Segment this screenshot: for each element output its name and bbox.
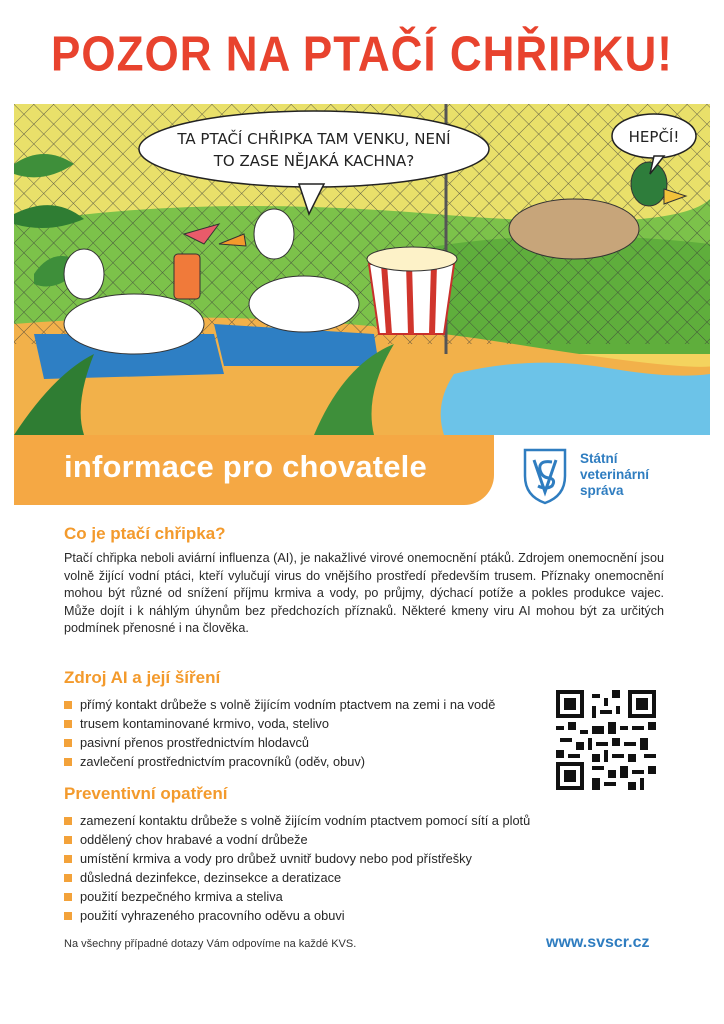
bullet-icon <box>64 701 72 709</box>
list-item: trusem kontaminované krmivo, voda, stelivo <box>64 714 554 733</box>
bullet-icon <box>64 758 72 766</box>
bullet-icon <box>64 739 72 747</box>
info-band <box>14 435 494 505</box>
speech-bubble-left-line2: TO ZASE NĚJAKÁ KACHNA? <box>213 152 415 170</box>
svs-logo <box>520 446 710 506</box>
bullet-icon <box>64 855 72 863</box>
logo-line-3: správa <box>580 483 624 498</box>
website-link[interactable]: www.svscr.cz <box>546 934 650 951</box>
bullet-icon <box>64 836 72 844</box>
page-title: POZOR NA PTAČÍ CHŘIPKU! <box>51 27 673 82</box>
prevention-list <box>64 811 664 925</box>
section-what-is <box>64 524 664 638</box>
bullet-icon <box>64 893 72 901</box>
list-item: zamezení kontaktu drůbeže s volně žijícím vodním ptactvem pomocí sítí a plotů <box>64 811 664 830</box>
logo-text <box>580 451 649 499</box>
bullet-icon <box>64 874 72 882</box>
cartoon-illustration <box>14 104 710 435</box>
logo-line-2: veterinární <box>580 467 650 482</box>
speech-bubble-right: HEPČÍ! <box>628 128 680 146</box>
list-item: zavlečení prostřednictvím pracovníků (oděv, obuv) <box>64 752 554 771</box>
list-item: pasivní přenos prostřednictvím hlodavců <box>64 733 554 752</box>
speech-bubble-left-line1: TA PTAČÍ CHŘIPKA TAM VENKU, NENÍ <box>177 130 451 148</box>
list-item: umístění krmiva a vody pro drůbež uvnitř budovy nebo pod přístřešky <box>64 849 664 868</box>
list-item: důsledná dezinfekce, dezinsekce a deratizace <box>64 868 664 887</box>
footer-note: Na všechny případné dotazy Vám odpovíme na každé KVS. <box>64 938 357 950</box>
list-item: přímý kontakt drůbeže s volně žijícím vodním ptactvem na zemi i na vodě <box>64 695 554 714</box>
section2-heading: Zdroj AI a její šíření <box>64 668 221 687</box>
list-item: použití vyhrazeného pracovního oděvu a obuvi <box>64 906 664 925</box>
section1-text: Ptačí chřipka neboli aviární influenza (AI), je nakažlivé virové onemocnění ptáků. Zdrojem onemocnění jsou volně žijící vodní ptáci, kteří vylučují virus do vnějšího prostředí především trusem. Příznaky onemocnění mohou být různé od snížení příjmu krmiva a vody, po průjmy, dýchací potíže a pokles produkce vajec. Může dojít i k náhlým úhynům bez předchozích příznaků. Některé kmeny viru AI mohou být za určitých podmínek přenosné i na člověka. <box>64 551 664 635</box>
shield-logo-icon <box>520 446 570 506</box>
bullet-icon <box>64 817 72 825</box>
list-item: použití bezpečného krmiva a steliva <box>64 887 664 906</box>
section3-heading: Preventivní opatření <box>64 784 228 803</box>
qr-code-icon[interactable] <box>556 690 656 790</box>
logo-line-1: Státní <box>580 451 618 466</box>
source-list <box>64 695 554 771</box>
info-band-label: informace pro chovatele <box>64 449 427 484</box>
bullet-icon <box>64 912 72 920</box>
bullet-icon <box>64 720 72 728</box>
list-item: oddělený chov hrabavé a vodní drůbeže <box>64 830 664 849</box>
section1-heading: Co je ptačí chřipka? <box>64 524 226 543</box>
